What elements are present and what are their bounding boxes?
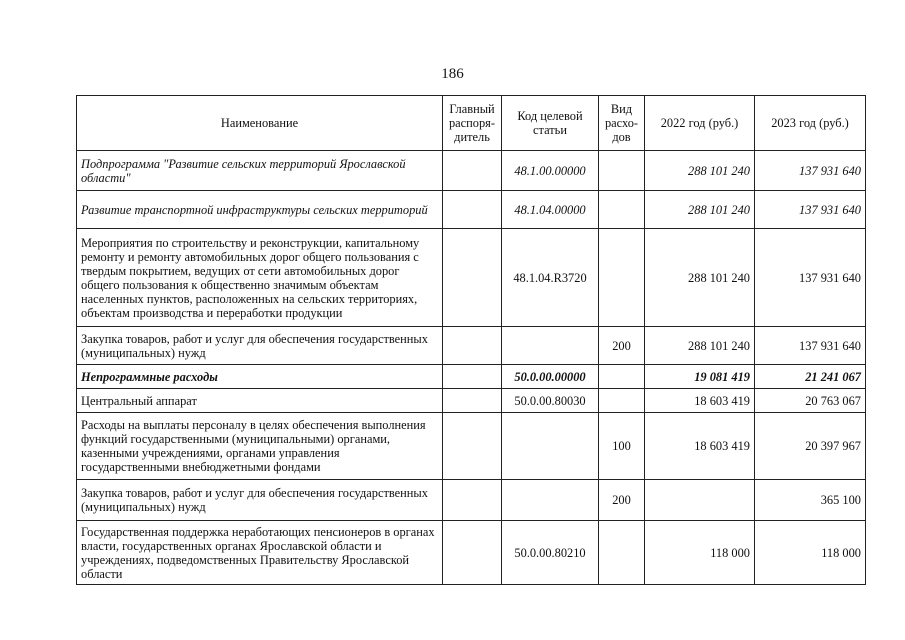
cell-code: 50.0.00.80210 <box>502 521 599 585</box>
cell-admin <box>443 191 502 229</box>
cell-admin <box>443 327 502 365</box>
table-row <box>77 151 866 191</box>
header-2023: 2023 год (руб.) <box>755 96 866 151</box>
cell-name: Закупка товаров, работ и услуг для обеспечения государственных (муниципальных) нужд <box>77 480 443 521</box>
cell-type <box>599 389 645 413</box>
cell-admin <box>443 389 502 413</box>
cell-type: 200 <box>599 327 645 365</box>
cell-code: 50.0.00.00000 <box>502 365 599 389</box>
cell-code: 50.0.00.80030 <box>502 389 599 413</box>
cell-name: Закупка товаров, работ и услуг для обеспечения государственных (муниципальных) нужд <box>77 327 443 365</box>
table-row <box>77 365 866 389</box>
cell-name: Государственная поддержка неработающих пенсионеров в органах власти, государственных органах Ярославской области и учреждениях, подведомственных Правительству Ярославской области <box>77 521 443 585</box>
cell-type <box>599 151 645 191</box>
cell-type <box>599 365 645 389</box>
cell-type <box>599 229 645 327</box>
cell-admin <box>443 521 502 585</box>
cell-2022: 288 101 240 <box>645 327 755 365</box>
cell-name: Центральный аппарат <box>77 389 443 413</box>
cell-type <box>599 191 645 229</box>
cell-type <box>599 521 645 585</box>
cell-code <box>502 413 599 480</box>
cell-2022 <box>645 480 755 521</box>
cell-admin <box>443 365 502 389</box>
cell-name: Расходы на выплаты персоналу в целях обеспечения выполнения функций государственными (муниципальными) органами, казенными учреждениями, органами управления государственными внебюджетными фондами <box>77 413 443 480</box>
cell-admin <box>443 229 502 327</box>
cell-2023: 20 397 967 <box>755 413 866 480</box>
cell-admin <box>443 480 502 521</box>
cell-name: Непрограммные расходы <box>77 365 443 389</box>
table-row <box>77 191 866 229</box>
cell-code: 48.1.04.00000 <box>502 191 599 229</box>
table-row <box>77 521 866 585</box>
cell-2022: 18 603 419 <box>645 389 755 413</box>
header-name: Наименование <box>77 96 443 151</box>
cell-2022: 19 081 419 <box>645 365 755 389</box>
cell-2022: 288 101 240 <box>645 191 755 229</box>
cell-2023: 21 241 067 <box>755 365 866 389</box>
table-header-row <box>77 96 866 151</box>
table-row <box>77 413 866 480</box>
cell-2022: 18 603 419 <box>645 413 755 480</box>
cell-admin <box>443 413 502 480</box>
cell-2023: 137 931 640 <box>755 327 866 365</box>
page-number: 186 <box>441 66 464 82</box>
cell-2023: 137 931 640 <box>755 229 866 327</box>
cell-2022: 288 101 240 <box>645 229 755 327</box>
table-row <box>77 327 866 365</box>
budget-table <box>76 95 866 585</box>
header-code: Код целевой статьи <box>502 96 599 151</box>
table-row <box>77 480 866 521</box>
cell-admin <box>443 151 502 191</box>
cell-2023: 137 931 640 <box>755 151 866 191</box>
cell-code <box>502 480 599 521</box>
cell-name: Подпрограмма "Развитие сельских территорий Ярославской области" <box>77 151 443 191</box>
header-admin: Главный распоря-дитель <box>443 96 502 151</box>
cell-2023: 20 763 067 <box>755 389 866 413</box>
cell-code: 48.1.04.R3720 <box>502 229 599 327</box>
cell-code: 48.1.00.00000 <box>502 151 599 191</box>
cell-name: Развитие транспортной инфраструктуры сельских территорий <box>77 191 443 229</box>
cell-type: 100 <box>599 413 645 480</box>
header-type: Вид расхо-дов <box>599 96 645 151</box>
table-row <box>77 389 866 413</box>
header-2022: 2022 год (руб.) <box>645 96 755 151</box>
cell-2022: 118 000 <box>645 521 755 585</box>
cell-2022: 288 101 240 <box>645 151 755 191</box>
cell-type: 200 <box>599 480 645 521</box>
table-row <box>77 229 866 327</box>
cell-2023: 365 100 <box>755 480 866 521</box>
cell-code <box>502 327 599 365</box>
cell-name: Мероприятия по строительству и реконструкции, капитальному ремонту и ремонту автомобильных дорог общего пользования с твердым покрытием, ведущих от сети автомобильных дорог общего пользования к общественно значимым объектам населенных пунктов, расположенных на сельских территориях, объектам производства и переработки продукции <box>77 229 443 327</box>
cell-2023: 137 931 640 <box>755 191 866 229</box>
cell-2023: 118 000 <box>755 521 866 585</box>
